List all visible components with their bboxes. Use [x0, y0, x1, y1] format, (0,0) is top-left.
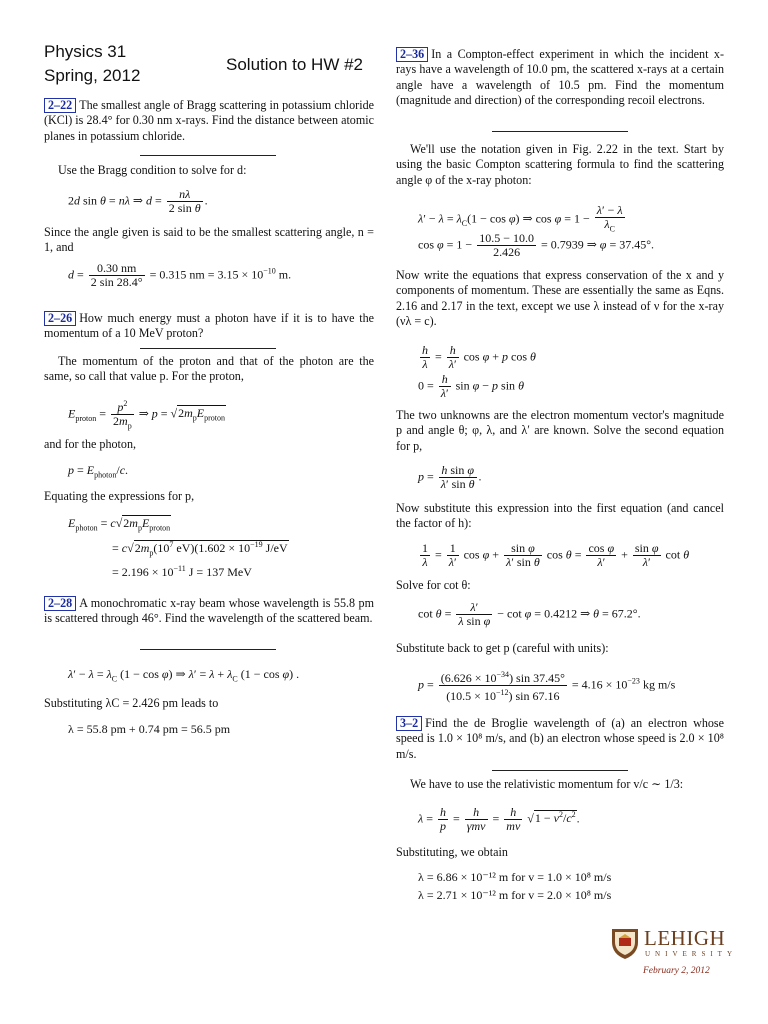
- term: Spring, 2012: [44, 66, 141, 85]
- equation-photon-energy-1: $E_{photon} = c√2m_pE_{proton}$: [68, 516, 171, 533]
- answer-text: Substituting, we obtain: [396, 845, 508, 859]
- divider: [140, 649, 276, 650]
- equation-momentum-y: 0 = $\frac{h}{\lambda'}$ sin φ − p sin θ: [418, 372, 524, 400]
- equation-cos-phi: cos φ = 1 − $\frac{10.5 - 10.0}{2.426}$ = 0.7939 ⇒ φ = 37.45°.: [418, 231, 655, 259]
- problem-number: 3–2: [396, 716, 422, 731]
- answer-text: Substitute back to get p (careful with units):: [396, 641, 609, 655]
- equation-bragg: 2d sin θ = nλ ⇒ d = $\frac{n\lambda}{\text{2 sin θ}}$ .: [68, 187, 208, 215]
- answer-text: Solve for cot θ:: [396, 578, 471, 592]
- page-title: Solution to HW #2: [226, 55, 364, 74]
- question-text: How much energy must a photon have if it is to have the momentum of a 10 MeV proton?: [44, 311, 374, 341]
- equation-photon-energy-3: = $2.196 \times 10^{-11}$ J = 137 MeV: [112, 564, 252, 579]
- answer-text: and for the photon,: [44, 437, 137, 451]
- answer-text: Substituting λC = 2.426 pm leads to: [44, 696, 219, 710]
- logo-name: LEHIGH: [644, 926, 726, 950]
- equation-cot-theta: cot θ = $\frac{\lambda'}{\text{λ sin φ}}$ − cot φ = 0.4212 ⇒ θ = 67.2°.: [418, 600, 641, 628]
- divider: [492, 131, 628, 132]
- equation-p-value: p = $\frac{(6.626 \times 10^{-34}) \sin 37.45^\circ}{(10.5 \times 10^{-12}) \sin 67.16}$ = $4.16 \times 10^{-23}$ kg m/s: [418, 670, 676, 703]
- divider: [492, 770, 628, 771]
- divider: [140, 155, 276, 156]
- answer-text: Use the Bragg condition to solve for d:: [58, 163, 247, 177]
- question-text: Find the de Broglie wavelength of (a) an electron whose speed is 1.0 × 10⁸ m/s, and (b) an electron whose speed is 2.0 × 10⁸ m/s.: [396, 716, 724, 761]
- answer-text: The two unknowns are the electron momentum vector's magnitude p and angle θ; φ, λ, and λ′ are known. Solve the second equation for p,: [396, 408, 724, 453]
- lehigh-crest-icon: [610, 926, 640, 960]
- problem-2-26-question: [44, 311, 374, 342]
- problem-2-22-question: [44, 98, 374, 144]
- problem-2-28-question: [44, 596, 374, 627]
- equation-proton-momentum: $E_{proton}$ = $\frac{p^2}{2m_p}$ ⇒ $p = √2m_pE_{proton}$: [68, 399, 226, 431]
- result-a: λ = 6.86 × 10⁻¹² m for v = 1.0 × 10⁸ m/s: [418, 870, 612, 884]
- equation-photon-momentum: $p = E_{photon}/c$.: [68, 463, 129, 480]
- problem-number: 2–22: [44, 98, 76, 113]
- question-text: The smallest angle of Bragg scattering in potassium chloride (KCl) is 28.4° for 0.30 nm x-rays. Find the distance between atomic planes in potassium chloride.: [44, 98, 374, 143]
- problem-2-36-question: [396, 47, 724, 109]
- answer-text: Now substitute this expression into the first equation (and cancel the factor of h):: [396, 501, 724, 531]
- logo-subtitle: UNIVERSITY: [645, 950, 737, 958]
- equation-momentum-x: $\frac{h}{\lambda}$ = $\frac{h}{\lambda'}$ cos φ + p cos θ: [422, 343, 536, 371]
- divider: [140, 348, 276, 349]
- problem-3-2-question: [396, 716, 724, 762]
- problem-number: 2–36: [396, 47, 428, 62]
- answer-text: The momentum of the proton and that of the photon are the same, so call that value p. For the proton,: [44, 354, 374, 384]
- equation-compton-angle: $\lambda' - \lambda = \lambda_C(1 - \cos \varphi)$ ⇒ cos φ = 1 − $\frac{\lambda' - \lambda}{\lambda_C}$: [418, 203, 623, 234]
- equation-distance: d = $\frac{0.30 nm}{2 \sin 28.4^\circ}$ = 0.315 nm = $3.15 \times 10^{-10}$ m.: [68, 261, 292, 289]
- answer-text: Since the angle given is said to be the smallest scattering angle, n = 1, and: [44, 225, 374, 255]
- problem-number: 2–28: [44, 596, 76, 611]
- equation-de-broglie: λ = $\frac{h}{p}$ = $\frac{h}{\text{γmv}}$ = $\frac{h}{mv}$ $√1 - v^2/c^2$.: [418, 805, 580, 833]
- date: February 2, 2012: [643, 966, 710, 976]
- equation-result: λ = 55.8 pm + 0.74 pm = 56.5 pm: [68, 722, 231, 736]
- equation-substitute: $\frac{1}{\lambda}$ = $\frac{1}{\lambda'}$ cos φ + $\frac{\text{sin φ}}{\text{λ′ sin θ}}$ cos θ = $\frac{\text{cos φ}}{\lambda'}$ + $\frac{\text{sin φ}}{\lambda'}$ cot θ: [422, 541, 690, 569]
- question-text: A monochromatic x-ray beam whose wavelength is 55.8 pm is scattered through 46°. Find the wavelength of the scattered beam.: [44, 596, 374, 626]
- equation-compton-shift: $\lambda' - \lambda = \lambda_C$ (1 − cos φ) ⇒ $\lambda' = \lambda + \lambda_C$ (1 − cos φ) .: [68, 667, 300, 684]
- equation-p: p = $\frac{\text{h sin φ}}{\text{λ′ sin θ}}$ .: [418, 463, 482, 491]
- course-title: Physics 31: [44, 42, 127, 61]
- answer-text: We have to use the relativistic momentum for v/c ∼ 1/3:: [410, 777, 684, 791]
- equation-photon-energy-2: = $c√2m_p(10^7$ $eV)(1.602 \times 10^{-19}$ J/eV: [112, 540, 288, 558]
- answer-text: We'll use the notation given in Fig. 2.22 in the text. Start by using the basic Compton scattering formula to find the scattering angle φ of the x-ray photon:: [396, 142, 724, 187]
- question-text: In a Compton-effect experiment in which the incident x-rays have a wavelength of 10.0 pm, the scattered x-rays at a certain angle have a wavelength of 10.5 pm. Find the momentum (magnitude and direction) of the corresponding recoil electrons.: [396, 47, 724, 108]
- answer-text: Now write the equations that express conservation of the x and y components of momentum. These are essentially the same as Eqns. 2.16 and 2.17 in the text, except we use λ instead of ν for the x-ray (νλ = c).: [396, 268, 724, 329]
- problem-number: 2–26: [44, 311, 76, 326]
- result-b: λ = 2.71 × 10⁻¹² m for v = 2.0 × 10⁸ m/s: [418, 888, 612, 902]
- answer-text: Equating the expressions for p,: [44, 489, 195, 503]
